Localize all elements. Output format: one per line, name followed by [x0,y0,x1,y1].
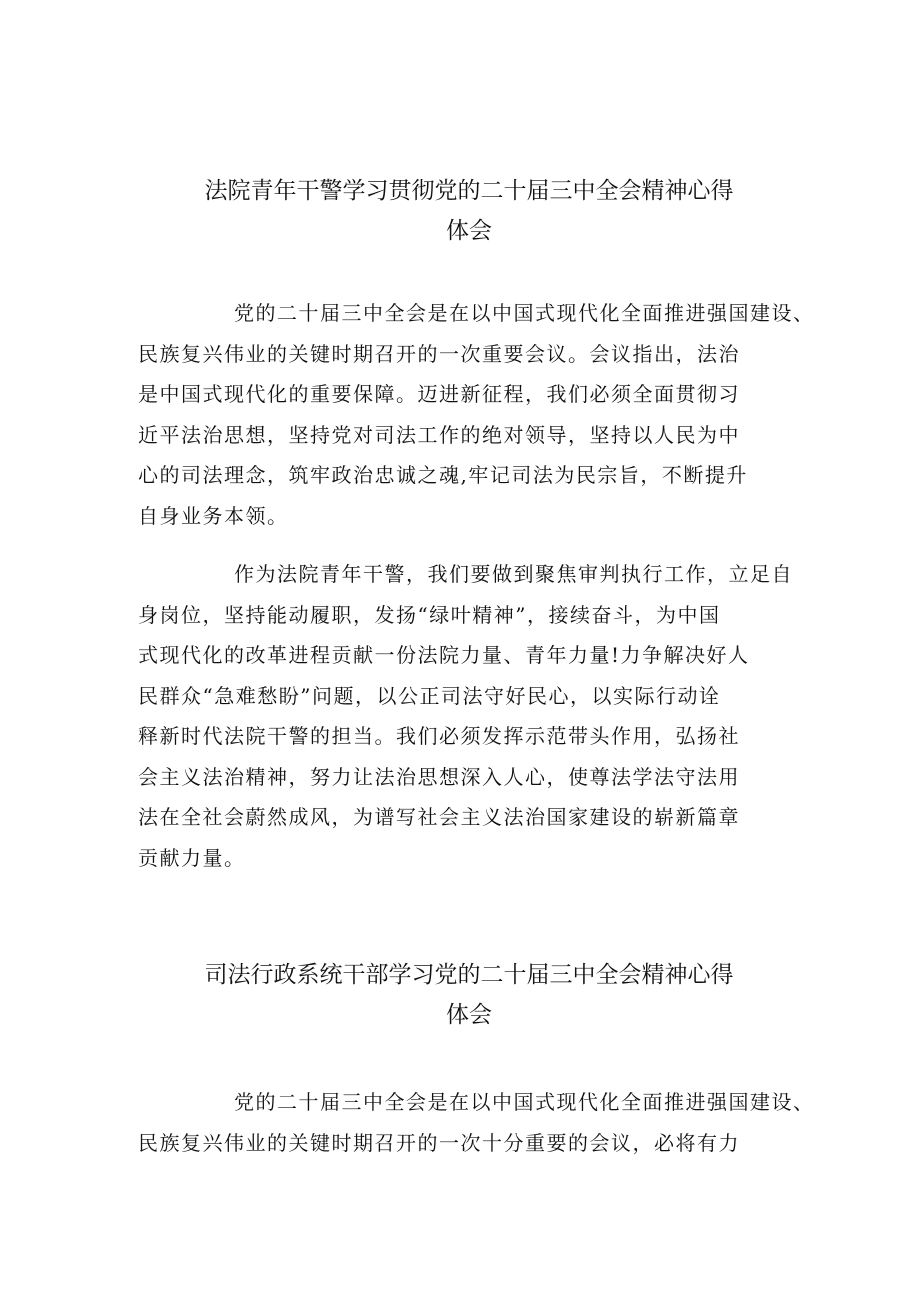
article1-p2-line: 民群众“急难愁盼”问题，以公正司法守好民心，以实际行动诠 [138,683,721,708]
article1-p2-line: 法在全社会蔚然成风，为谱写社会主义法治国家建设的崭新篇章 [138,805,740,829]
article1-p1-line: 是中国式现代化的重要保障。迈进新征程，我们必须全面贯彻习 [138,382,740,406]
article2-p1-line: 民族复兴伟业的关键时期召开的一次十分重要的会议，必将有力 [138,1130,740,1155]
article1-title-line1: 法院青年干警学习贯彻党的二十届三中全会精神心得 [204,178,734,204]
article1-p2-line: 贡献力量。 [138,845,246,870]
article1-p1-line: 心的司法理念，筑牢政治忠诚之魂,牢记司法为民宗旨，不断提升 [138,463,748,487]
article2-title [138,955,800,1035]
article1-p1-line: 民族复兴伟业的关键时期召开的一次重要会议。会议指出，法治 [138,341,740,366]
article1-p2-line: 会主义法治精神，努力让法治思想深入人心，使尊法学法守法用 [138,764,740,789]
article1-p2-line: 释新时代法院干警的担当。我们必须发挥示范带头作用，弘扬社 [138,724,740,748]
article1-p2-line: 身岗位，坚持能动履职，发扬“绿叶精神”，接续奋斗，为中国 [138,602,721,627]
article2-title-line1: 司法行政系统干部学习党的二十届三中全会精神心得 [204,962,734,988]
article1-p1-line: 自身业务本领。 [138,503,289,528]
article1-paragraph2 [138,554,802,878]
article1-title-line2: 体会 [446,218,492,244]
article2-paragraph1 [138,1082,815,1163]
article1-p2-line: 作为法院青年干警，我们要做到聚焦审判执行工作，立足自 [234,562,793,586]
article1-title [138,171,800,251]
article1-p1-line: 党的二十届三中全会是在以中国式现代化全面推进强国建设、 [234,301,815,325]
article2-title-line2: 体会 [446,1002,492,1028]
article1-paragraph1 [138,293,815,536]
article1-p2-line: 式现代化的改革进程贡献一份法院力量、青年力量!力争解决好人 [138,643,750,667]
article2-p1-line: 党的二十届三中全会是在以中国式现代化全面推进强国建设、 [234,1090,815,1114]
article1-p1-line: 近平法治思想，坚持党对司法工作的绝对领导，坚持以人民为中 [138,422,740,447]
